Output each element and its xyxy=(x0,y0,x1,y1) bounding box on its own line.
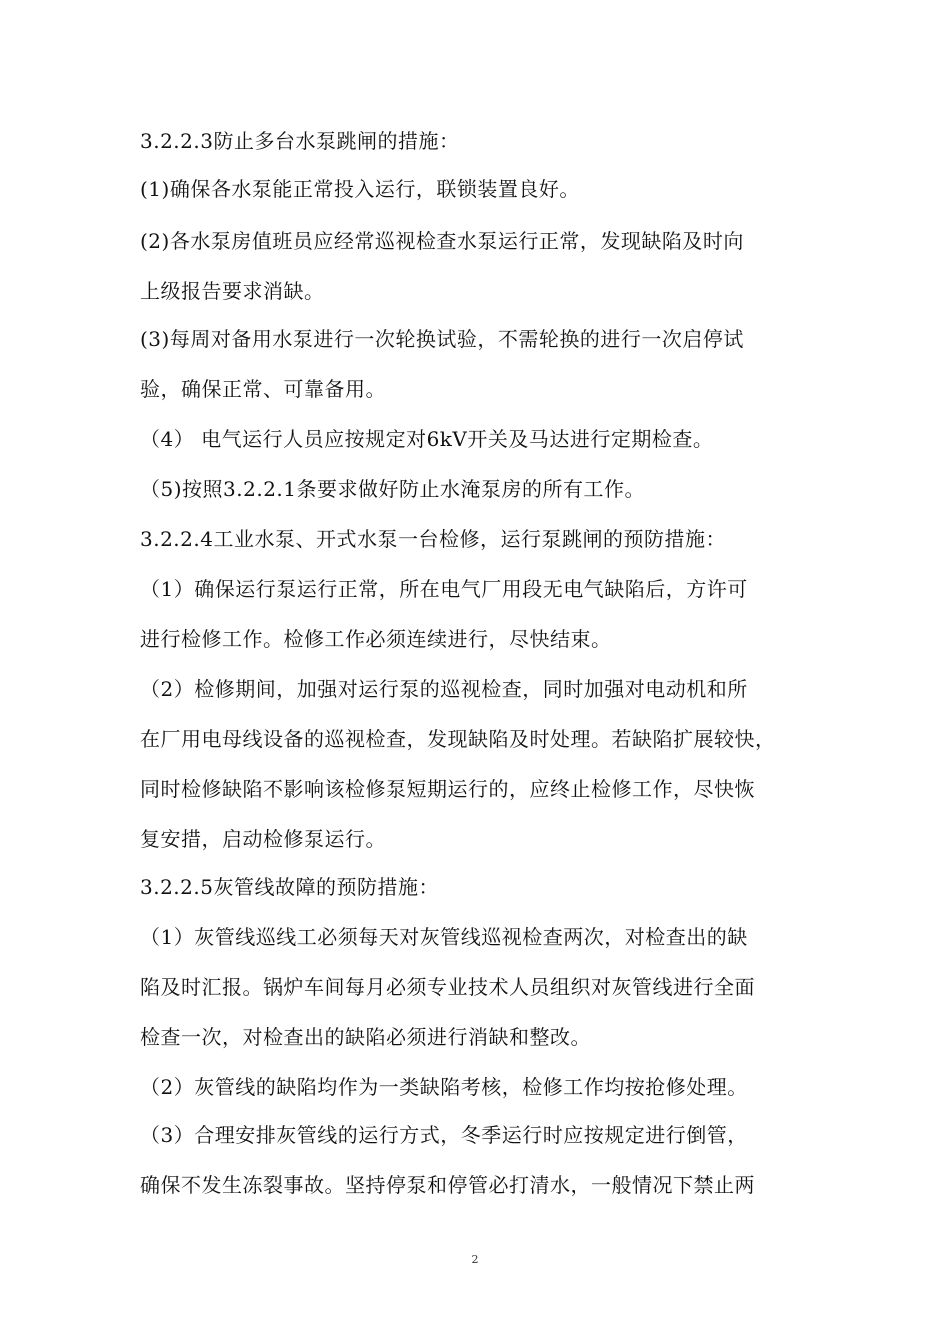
section-heading-3-2-2-4: 3.2.2.4工业水泵、开式水泵一台检修，运行泵跳闸的预防措施： xyxy=(140,527,726,551)
paragraph-line: (1)确保各水泵能正常投入运行，联锁装置良好。 xyxy=(140,177,580,201)
paragraph-line: 验，确保正常、可靠备用。 xyxy=(140,377,386,401)
paragraph-line: （3）合理安排灰管线的运行方式，冬季运行时应按规定进行倒管， xyxy=(140,1123,748,1147)
paragraph-line: 同时检修缺陷不影响该检修泵短期运行的，应终止检修工作，尽快恢 xyxy=(140,777,755,801)
page-number: 2 xyxy=(471,1253,479,1266)
paragraph-line: （1）确保运行泵运行正常，所在电气厂用段无电气缺陷后，方许可 xyxy=(140,577,748,601)
paragraph-line: 在厂用电母线设备的巡视检查，发现缺陷及时处理。若缺陷扩展较快， xyxy=(140,727,776,751)
paragraph-line: 陷及时汇报。锅炉车间每月必须专业技术人员组织对灰管线进行全面 xyxy=(140,975,755,999)
paragraph-line: （1）灰管线巡线工必须每天对灰管线巡视检查两次，对检查出的缺 xyxy=(140,925,748,949)
section-heading-3-2-2-3: 3.2.2.3防止多台水泵跳闸的措施： xyxy=(140,129,460,153)
paragraph-line: （2）灰管线的缺陷均作为一类缺陷考核，检修工作均按抢修处理。 xyxy=(140,1075,748,1099)
paragraph-line: 确保不发生冻裂事故。坚持停泵和停管必打清水，一般情况下禁止两 xyxy=(140,1173,755,1197)
paragraph-line: 进行检修工作。检修工作必须连续进行，尽快结束。 xyxy=(140,627,612,651)
paragraph-line: (3)每周对备用水泵进行一次轮换试验，不需轮换的进行一次启停试 xyxy=(140,327,744,351)
paragraph-line: （2）检修期间，加强对运行泵的巡视检查，同时加强对电动机和所 xyxy=(140,677,748,701)
paragraph-line: （4） 电气运行人员应按规定对6kV开关及马达进行定期检查。 xyxy=(140,427,714,451)
section-heading-3-2-2-5: 3.2.2.5灰管线故障的预防措施： xyxy=(140,875,439,899)
paragraph-line: 复安措，启动检修泵运行。 xyxy=(140,827,386,851)
paragraph-line: （5)按照3.2.2.1条要求做好防止水淹泵房的所有工作。 xyxy=(140,477,645,501)
paragraph-line: 检查一次，对检查出的缺陷必须进行消缺和整改。 xyxy=(140,1025,591,1049)
paragraph-line: 上级报告要求消缺。 xyxy=(140,279,325,303)
paragraph-line: (2)各水泵房值班员应经常巡视检查水泵运行正常，发现缺陷及时向 xyxy=(140,229,744,253)
